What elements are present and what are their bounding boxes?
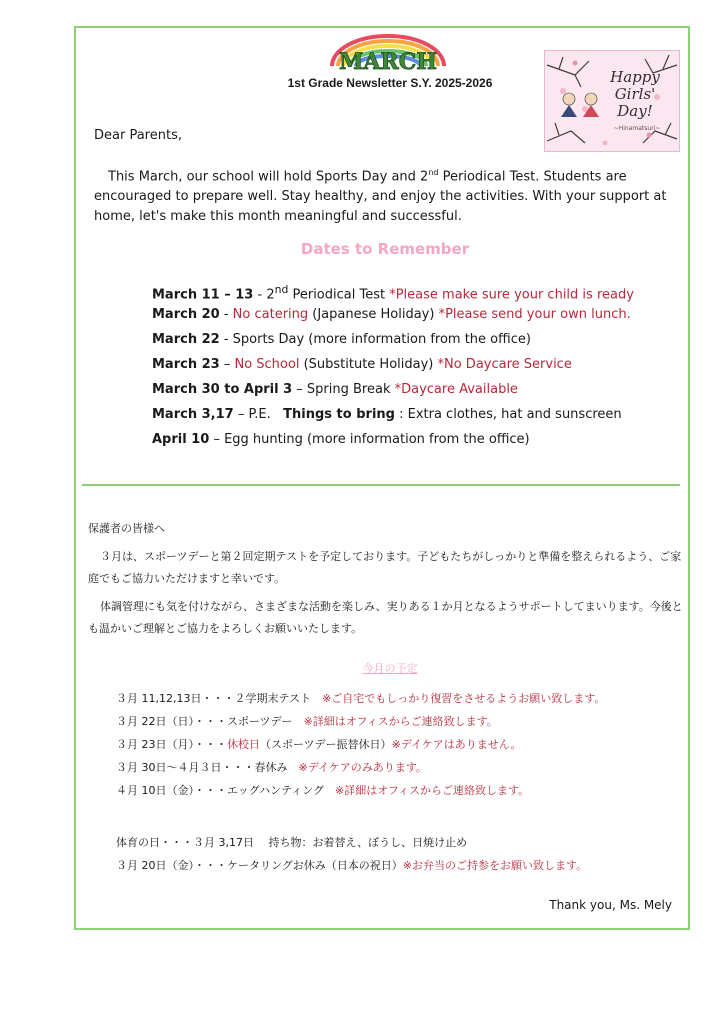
event-item: March 23 – No School (Substitute Holiday) *No Daycare Service	[152, 357, 572, 372]
girls-day-subtitle: ~Hinamatsuri~	[613, 125, 661, 132]
schedule-item: ３月 11,12,13日・・・２学期末テスト ※ご自宅でもしっかり復習をさせるようお願い致します。	[116, 692, 606, 705]
japanese-schedule-list	[116, 690, 605, 805]
event-item: April 10 – Egg hunting (more information from the office)	[152, 432, 530, 447]
japanese-paragraph-2: 体調管理にも気を付けながら、さまざまな活動を楽しみ、実りある１か月となるようサポートしてまいります。今後とも温かいご理解とご協力をよろしくお願いいたします。	[88, 600, 683, 635]
japanese-extra-list	[116, 834, 587, 880]
extra-item: 体育の日・・・３月 3,17日 持ち物：お着替え、ぼうし、日焼け止め	[116, 836, 468, 849]
rainbow-icon	[322, 32, 454, 74]
schedule-item: ３月 22日（日）・・・スポーツデー ※詳細はオフィスからご連絡致します。	[116, 715, 498, 728]
extra-item: ３月 20日（金）・・・ケータリングお休み（日本の祝日）※お弁当のご持参をお願い致します。	[116, 859, 588, 872]
march-logo	[322, 32, 454, 74]
japanese-schedule-heading: 今月の予定	[362, 662, 418, 675]
event-item: March 22 - Sports Day (more information from the office)	[152, 332, 531, 347]
event-item: March 3,17 – P.E. Things to bring : Extra clothes, hat and sunscreen	[152, 407, 622, 422]
english-greeting: Dear Parents,	[94, 128, 182, 143]
event-item: March 30 to April 3 – Spring Break *Daycare Available	[152, 382, 518, 397]
events-list	[152, 280, 682, 455]
section-divider	[82, 484, 680, 486]
english-intro: This March, our school will hold Sports Day and 2nd Periodical Test. Students are encouraged to prepare well. Stay healthy, and enjoy the activities. With your support at home, let's make this month meaningful and successful.	[94, 168, 667, 225]
girls-day-card	[544, 50, 680, 152]
signature: Thank you, Ms. Mely	[549, 898, 672, 912]
schedule-item: ３月 30日～４月３日・・・春休み ※デイケアのみあります。	[116, 761, 427, 774]
dates-heading: Dates to Remember	[300, 240, 470, 258]
japanese-paragraph-1: ３月は、スポーツデーと第２回定期テストを予定しております。子どもたちがしっかりと準備を整えられるよう、ご家庭でもご協力いただけますと幸いです。	[88, 550, 682, 585]
event-item: March 20 - No catering (Japanese Holiday) *Please send your own lunch.	[152, 307, 631, 322]
schedule-item: ４月 10日（金）・・・エッグハンティング ※詳細はオフィスからご連絡致します。	[116, 784, 530, 797]
schedule-item: ３月 23日（月）・・・休校日（スポーツデー振替休日）※デイケアはありません。	[116, 738, 522, 751]
newsletter-title: 1st Grade Newsletter S.Y. 2025-2026	[287, 76, 493, 90]
event-item: March 11 – 13 - 2nd Periodical Test *Please make sure your child is ready	[152, 283, 634, 303]
svg-text:MARCH: MARCH	[338, 49, 438, 74]
girls-day-greeting: Happy Girls' Day!	[610, 68, 660, 120]
japanese-greeting: 保護者の皆様へ	[88, 522, 165, 535]
